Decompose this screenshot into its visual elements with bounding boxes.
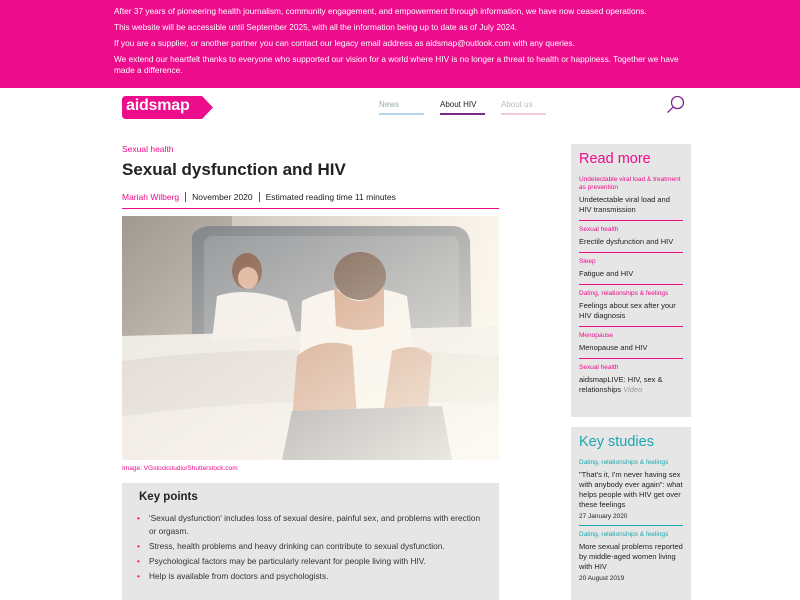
read-more-item[interactable] [579,332,683,359]
key-points-heading: Key points [139,491,198,503]
key-study-title[interactable]: "That's it, I'm never having sex with anybody ever again": what helps people with HIV get over these feelings [579,470,683,509]
nav-news-underline [379,113,424,115]
nav-about-hiv-underline [440,113,485,115]
hero-image [122,216,499,460]
aidsmap-logo[interactable] [122,96,214,118]
nav-about-hiv-label: About HIV [440,100,477,109]
banner-line: This website will be accessible until September 2025, with all the information being up to date as of July 2024. [114,22,518,32]
article-byline [122,192,499,209]
nav-about-us-label: About us [501,100,533,109]
image-caption: Image: VGstockstudio/Shutterstock.com [122,465,238,472]
read-more-category[interactable]: Sexual health [579,364,619,371]
read-more-panel [571,144,691,417]
key-study-date: 20 August 2019 [579,575,625,582]
article-header [122,144,499,209]
key-studies-panel [571,427,691,600]
key-study-category[interactable]: Dating, relationships & feelings [579,531,669,538]
read-more-category[interactable]: Sleep [579,258,596,265]
read-more-title[interactable]: Erectile dysfunction and HIV [579,237,674,246]
read-more-item[interactable] [579,258,683,285]
article-category[interactable]: Sexual health [122,144,174,154]
read-more-title[interactable]: Feelings about sex after your HIV diagnosis [579,301,676,320]
read-more-title-text[interactable]: aidsmapLIVE: HIV, sex & relationships [579,375,663,394]
closure-banner [0,0,800,88]
nav-about-hiv[interactable] [440,100,485,115]
article-date: November 2020 [186,192,259,202]
read-more-title[interactable]: Menopause and HIV [579,343,648,352]
nav-news[interactable] [379,100,424,115]
key-study-category[interactable]: Dating, relationships & feelings [579,459,669,466]
nav-news-label: News [379,100,400,109]
read-more-title[interactable]: Fatigue and HIV [579,269,634,278]
read-more-category[interactable]: Menopause [579,332,613,339]
read-more-category[interactable]: Sexual health [579,226,619,233]
article-title: Sexual dysfunction and HIV [122,160,346,179]
key-study-date: 27 January 2020 [579,513,628,520]
read-more-item[interactable] [579,290,683,327]
site-header [0,88,800,136]
video-tag: Video [623,385,643,394]
read-more-category[interactable]: Dating, relationships & feelings [579,290,669,297]
banner-line: After 37 years of pioneering health journalism, community engagement, and empowerment through information, we have now ceased operations. [114,6,647,16]
read-more-item[interactable] [579,176,683,221]
read-more-item[interactable] [579,226,683,253]
nav-about-us-underline [501,113,546,115]
search-icon[interactable] [666,95,686,120]
read-more-heading: Read more [579,151,651,167]
key-point: • Psychological factors may be particularly relevant for people living with HIV. [139,555,482,568]
key-study-item[interactable] [579,459,683,526]
key-study-title[interactable]: More sexual problems reported by middle-aged women living with HIV [579,542,683,571]
key-point: • 'Sexual dysfunction' includes loss of sexual desire, painful sex, and problems with erection or orgasm. [139,512,482,538]
banner-line: We extend our heartfelt thanks to everyone who supported our vision for a world where HIV is no longer a threat to health or happiness. Together we have made a difference. [114,54,679,75]
nav-about-us[interactable] [501,100,546,115]
read-more-category[interactable]: Undetectable viral load & treatment as prevention [579,176,681,191]
key-point: • Help is available from doctors and psychologists. [139,570,482,583]
key-studies-heading: Key studies [579,434,654,450]
banner-line: If you are a supplier, or another partner you can contact our legacy email address as aidsmap@outlook.com with any queries. [114,38,575,48]
article-author[interactable]: Mariah Wilberg [122,192,186,202]
read-more-title[interactable] [579,375,683,395]
read-more-title[interactable]: Undetectable viral load and HIV transmission [579,195,670,214]
key-point: • Stress, health problems and heavy drinking can contribute to sexual dysfunction. [139,540,482,553]
reading-time: Estimated reading time 11 minutes [265,192,396,202]
key-study-item[interactable] [579,531,683,587]
read-more-item[interactable] [579,364,683,400]
logo-text: aidsmap [126,97,190,114]
key-points-list [139,512,482,583]
key-points-box [122,483,499,600]
